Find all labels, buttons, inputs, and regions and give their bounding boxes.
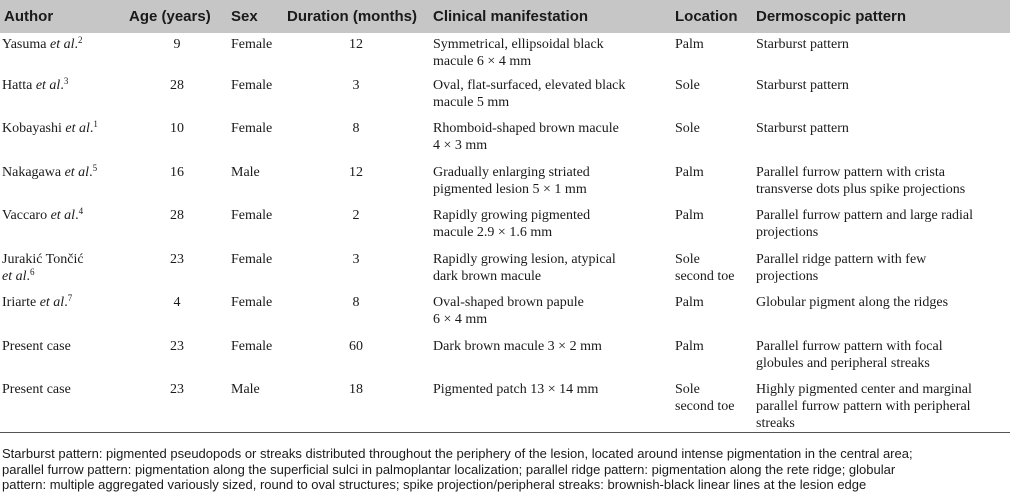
author-name: Nakagawa [2, 164, 65, 180]
cell-clinical-line: Rapidly growing lesion, atypical [433, 251, 616, 267]
header-age: Age (years) [127, 0, 227, 33]
table-row [0, 77, 1010, 121]
cell-pattern-line: parallel furrow pattern with peripheral [756, 399, 971, 414]
cell-clinical-line: dark brown macule [433, 268, 542, 284]
cell-author [0, 381, 127, 433]
header-duration: Duration (months) [283, 0, 429, 33]
cell-location [671, 294, 752, 338]
cell-pattern [752, 33, 1010, 77]
cell-clinical [429, 33, 671, 77]
author-dot: . [26, 268, 30, 284]
cell-clinical-line: Symmetrical, ellipsoidal black [433, 37, 604, 52]
author-dot: . [64, 295, 68, 310]
cell-location-line: Sole [675, 77, 700, 93]
cell-sex: Female [231, 77, 273, 93]
author-name: Iriarte [2, 295, 40, 310]
cell-duration: 12 [349, 37, 363, 52]
author-etal: et al [35, 77, 61, 93]
table-row [0, 33, 1010, 77]
cell-age: 10 [170, 121, 184, 136]
cell-pattern-line: Parallel furrow pattern and large radial [756, 208, 974, 223]
cell-pattern-line: Parallel ridge pattern with few [756, 251, 927, 267]
cell-location [671, 120, 752, 164]
cell-pattern [752, 77, 1010, 121]
author-etal: et al [50, 208, 76, 223]
cell-age: 23 [127, 381, 227, 433]
cell-location [671, 251, 752, 295]
author-name: Vaccaro [2, 208, 51, 223]
cell-clinical [429, 77, 671, 121]
cell-location [671, 207, 752, 251]
header-clinical: Clinical manifestation [429, 0, 671, 33]
author-name: Yasuma [2, 37, 50, 52]
cell-location [671, 338, 752, 382]
table-row [0, 164, 1010, 208]
author-dot: . [89, 121, 94, 136]
cell-duration: 2 [352, 208, 360, 223]
cell-author [0, 120, 127, 164]
cell-clinical-line: Rapidly growing pigmented [433, 208, 591, 223]
cell-clinical-line: macule 2.9 × 1.6 mm [433, 225, 553, 240]
cell-pattern-line: projections [756, 268, 819, 284]
header-location: Location [671, 0, 752, 33]
footnote-line: Starburst pattern: pigmented pseudopods or streaks distributed throughout the periphery of the lesion, located around intense pigmentation in the central area; [2, 446, 913, 461]
cell-location-line: Palm [675, 208, 704, 223]
cell-pattern [752, 338, 1010, 382]
cell-clinical-line: Rhomboid-shaped brown macule [433, 121, 619, 136]
cell-clinical-line: macule 5 mm [433, 94, 510, 110]
cell-clinical [429, 294, 671, 338]
cell-sex: Female [231, 208, 273, 223]
cell-location [671, 77, 752, 121]
cell-pattern [752, 120, 1010, 164]
author-name: Present case [2, 338, 71, 354]
cell-author [0, 77, 127, 121]
cell-pattern-line: Starburst pattern [756, 77, 849, 93]
cell-pattern-line: projections [756, 225, 819, 240]
author-dot: . [60, 77, 64, 93]
cell-location-line: Sole [675, 121, 700, 136]
cell-sex: Male [231, 164, 260, 180]
cell-clinical [429, 251, 671, 295]
cell-sex: Female [231, 338, 273, 354]
footnote-line: pattern: multiple aggregated variously sized, round to oval structures; spike projection/peripheral streaks: brownish-black linear lines at the lesion edge [2, 477, 867, 492]
author-etal: et al [2, 268, 27, 284]
cell-pattern-line: Parallel furrow pattern with crista [756, 164, 945, 180]
cell-author [0, 251, 127, 295]
cell-duration: 12 [349, 164, 363, 180]
cell-location-line: Palm [675, 164, 704, 180]
author-ref: 7 [67, 294, 73, 303]
author-name: Present case [2, 382, 71, 397]
author-ref: 1 [93, 120, 98, 129]
cell-clinical-line: Oval, flat-surfaced, elevated black [433, 77, 626, 93]
cell-pattern [752, 381, 1010, 433]
table-header-row [0, 0, 1010, 33]
author-ref: 4 [78, 207, 84, 216]
cell-age: 28 [170, 77, 184, 93]
author-ref: 2 [77, 35, 83, 45]
cell-sex: Male [227, 381, 283, 433]
table-row [0, 338, 1010, 382]
cell-pattern-line: Starburst pattern [756, 121, 849, 136]
table-row [0, 381, 1010, 433]
cell-location-line: Sole [675, 251, 700, 267]
cell-clinical [429, 381, 671, 433]
author-name: Hatta [2, 77, 36, 93]
cell-duration: 18 [283, 381, 429, 433]
cell-duration: 3 [352, 251, 360, 267]
cell-location-line: Palm [675, 37, 704, 52]
author-etal: et al [39, 295, 65, 310]
table-row [0, 120, 1010, 164]
cell-pattern-line: Starburst pattern [756, 37, 849, 52]
author-etal: et al [64, 164, 90, 180]
cell-duration: 8 [352, 121, 360, 136]
cell-duration: 60 [349, 338, 363, 354]
cell-clinical [429, 164, 671, 208]
author-ref: 5 [92, 163, 98, 173]
cell-sex: Female [231, 295, 273, 310]
cell-clinical-line: pigmented lesion 5 × 1 mm [433, 181, 587, 197]
cell-pattern [752, 164, 1010, 208]
author-ref: 3 [63, 76, 69, 86]
cell-clinical-line: 6 × 4 mm [433, 312, 488, 327]
author-etal: et al [49, 37, 75, 52]
author-dot: . [75, 208, 79, 223]
table-body [0, 33, 1010, 433]
cell-clinical-line: Pigmented patch 13 × 14 mm [433, 382, 599, 397]
cell-sex: Female [231, 121, 273, 136]
cell-clinical-line: Dark brown macule 3 × 2 mm [433, 338, 602, 354]
cell-location [671, 164, 752, 208]
cell-author [0, 338, 127, 382]
cell-duration: 8 [352, 295, 360, 310]
cell-pattern-line: Parallel furrow pattern with focal [756, 338, 943, 354]
cell-age: 23 [170, 338, 184, 354]
cell-pattern-line: Highly pigmented center and marginal [756, 382, 972, 397]
cell-clinical-line: Oval-shaped brown papule [433, 295, 584, 310]
cell-clinical [429, 207, 671, 251]
cell-pattern [752, 207, 1010, 251]
cell-clinical-line: 4 × 3 mm [433, 138, 488, 153]
cell-age: 4 [173, 295, 181, 310]
cell-location-line: Sole [675, 382, 700, 397]
cell-location-line: second toe [675, 399, 735, 414]
cell-clinical-line: Gradually enlarging striated [433, 164, 590, 180]
cell-author [0, 33, 127, 77]
cell-pattern [752, 294, 1010, 338]
cell-location-line: Palm [675, 295, 704, 310]
cell-sex: Female [231, 37, 273, 52]
cell-location [671, 381, 752, 433]
cell-author [0, 294, 127, 338]
author-dot: . [74, 37, 78, 52]
cell-pattern-line: streaks [756, 416, 795, 431]
header-sex: Sex [227, 0, 283, 33]
author-name: Kobayashi [2, 121, 66, 136]
cell-age: 9 [173, 37, 181, 52]
cell-location [671, 33, 752, 77]
table-footnote [0, 446, 1008, 493]
cell-duration: 3 [352, 77, 360, 93]
author-ref: 6 [30, 266, 35, 277]
table-row [0, 251, 1010, 295]
cell-clinical [429, 338, 671, 382]
cell-location-line: Palm [675, 338, 704, 354]
cell-author [0, 164, 127, 208]
header-author: Author [0, 0, 127, 33]
header-pattern: Dermoscopic pattern [752, 0, 1010, 33]
cell-clinical [429, 120, 671, 164]
author-name: Jurakić Tončić [2, 251, 84, 267]
cell-age: 23 [170, 251, 184, 267]
author-etal: et al [65, 121, 90, 136]
author-dot: . [89, 164, 93, 180]
cell-age: 16 [170, 164, 184, 180]
table-row [0, 207, 1010, 251]
cell-age: 28 [170, 208, 184, 223]
cell-author [0, 207, 127, 251]
table-row [0, 294, 1010, 338]
cell-clinical-line: macule 6 × 4 mm [433, 54, 532, 69]
cell-pattern-line: Globular pigment along the ridges [756, 295, 949, 310]
cell-pattern [752, 251, 1010, 295]
cell-pattern-line: globules and peripheral streaks [756, 355, 930, 371]
cell-pattern-line: transverse dots plus spike projections [756, 181, 966, 197]
cell-location-line: second toe [675, 268, 735, 284]
footnote-line: parallel furrow pattern: pigmentation along the superficial sulci in palmoplantar localization; parallel ridge pattern: pigmentation along the rete ridge; globular [2, 461, 896, 477]
cell-sex: Female [231, 251, 273, 267]
